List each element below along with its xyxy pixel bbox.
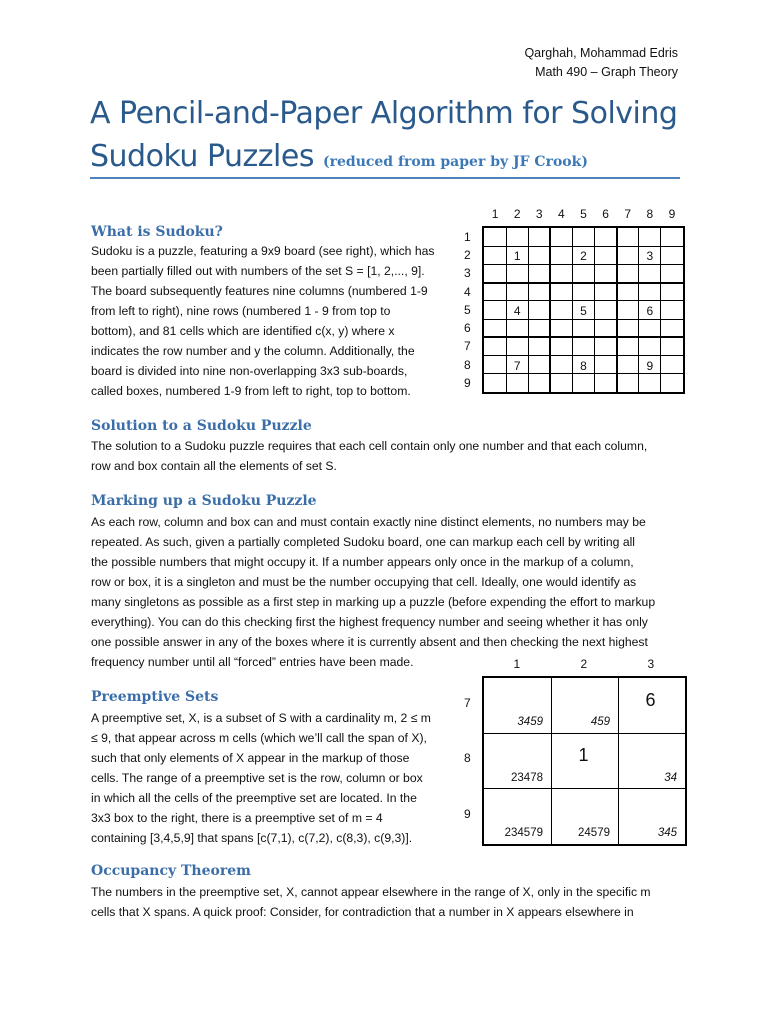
box-cell [618,789,685,844]
text-line: from left to right), nine rows (numbered 1 - 9 from top to [91,304,391,318]
text-line: such that only elements of X appear in the markup of those [91,751,410,765]
text-line: row or box, it is a singleton and must be the number occupying that cell. Ideally, one would identify as [91,575,637,589]
grid-col-number: 9 [668,207,676,221]
text-line: in which all the cells of the preemptive set are located. In the [91,791,417,805]
paragraph-solution [91,436,691,476]
grid-row-number: 2 [464,248,471,263]
text-line: cells that X spans. A quick proof: Consider, for contradiction that a number in X appears elsewhere in [91,905,634,919]
grid-col-number: 4 [558,207,565,221]
grid-row-number: 9 [464,375,471,390]
cell-candidates: 24579 [578,826,610,839]
box-col-number: 3 [647,657,655,671]
grid-given: 1 [513,249,521,264]
text-line: The board subsequently features nine columns (numbered 1-9 [91,284,428,298]
box-row-number: 7 [464,696,471,710]
grid-row-number: 6 [464,321,471,336]
grid-given: 9 [646,358,654,373]
text-line: repeated. As such, given a partially completed Sudoku board, one can markup each cell by writing all [91,535,636,549]
text-line: everything). You can do this checking first the highest frequency number and seeing whether it has only [91,615,648,629]
grid-line-horizontal [484,355,683,356]
box-cell [551,733,618,788]
box-cell [618,678,685,733]
heading-marking-up: Marking up a Sudoku Puzzle [91,493,317,509]
box-cell [551,789,618,844]
cell-value: 1 [578,745,589,766]
page-title [90,92,690,184]
cell-candidates: 23478 [511,771,543,784]
grid-row-number: 4 [464,284,471,299]
cell-candidates: 459 [590,716,610,729]
grid-row-number: 5 [464,302,471,317]
text-line: bottom), and 81 cells which are identified c(x, y) where x [91,324,395,338]
grid-row-number: 3 [464,266,471,281]
box-col-number: 1 [513,657,521,671]
grid-col-number: 2 [513,207,521,221]
cell-candidates: 3459 [517,716,543,729]
grid-col-number: 5 [580,207,587,221]
paragraph-occupancy-theorem [91,882,691,922]
cell-candidates: 345 [657,826,677,839]
grid-line-horizontal [484,300,683,301]
box-row-number: 9 [464,806,471,821]
grid-given: 7 [513,358,521,373]
grid-given: 5 [580,303,587,318]
grid-col-number: 8 [646,207,654,221]
heading-preemptive-sets: Preemptive Sets [91,689,219,705]
box-cell [484,733,551,788]
heading-occupancy-theorem: Occupancy Theorem [91,863,251,879]
grid-row-number: 7 [464,339,471,354]
grid-col-number: 6 [602,207,609,221]
text-line: called boxes, numbered 1-9 from left to right, top to bottom. [91,384,411,398]
grid-line-vertical [616,228,618,392]
text-line: The solution to a Sudoku puzzle requires that each cell contain only one number and that each column, [91,439,648,453]
grid-given: 4 [513,303,521,318]
text-line: cells. The range of a preemptive set is the row, column or box [91,771,423,785]
text-line: been partially filled out with numbers of the set S = [1, 2,..., 9]. [91,264,425,278]
paragraph-what-is-sudoku [91,241,451,401]
grid-given: 6 [646,303,654,318]
text-line: board is divided into nine non-overlapping 3x3 sub-boards, [91,364,408,378]
text-line: the possible numbers that might occupy it. If a number appears only once in the markup of a column, [91,555,634,569]
grid-line-horizontal [484,336,683,338]
title-main: A Pencil-and-Paper Algorithm for Solving Sudoku Puzzles [90,96,678,174]
author-block [524,44,678,82]
text-line: As each row, column and box can and must contain exactly nine distinct elements, no numbers may be [91,515,646,529]
text-line: Sudoku is a puzzle, featuring a 9x9 board (see right), which has [91,244,435,258]
paragraph-marking-up [91,512,691,672]
text-line: 3x3 box to the right, there is a preemptive set of m = 4 [91,811,383,825]
grid-col-number: 3 [535,207,543,221]
grid-given: 2 [580,249,587,264]
text-line: frequency number until all “forced” entries have been made. [91,655,414,669]
grid-given: 3 [646,249,654,264]
heading-solution: Solution to a Sudoku Puzzle [91,418,312,434]
grid-row-number: 1 [464,230,471,244]
text-line: indicates the row number and y the column. Additionally, the [91,344,415,358]
text-line: many singletons as possible as a first step in marking up a puzzle (before expending the effort to markup [91,595,656,609]
cell-candidates: 234579 [504,826,543,839]
grid-col-number: 1 [491,207,499,221]
markup-box [482,676,687,846]
grid-line-vertical [549,228,551,392]
cell-value: 6 [645,690,656,710]
text-line: containing [3,4,5,9] that spans [c(7,1), c(7,2), c(8,3), c(9,3)]. [91,831,413,845]
grid-row-number: 8 [464,357,471,372]
grid-line-horizontal [484,282,683,284]
text-line: The numbers in the preemptive set, X, cannot appear elsewhere in the range of X, only in the specific m [91,885,651,899]
text-line: A preemptive set, X, is a subset of S with a cardinality m, 2 ≤ m [91,711,431,725]
box-row-number: 8 [464,751,471,766]
paragraph-preemptive-sets [91,708,451,848]
course-name: Math 490 – Graph Theory [535,65,678,79]
box-col-number: 2 [580,657,588,671]
title-rule [90,177,680,179]
author-name: Qarghah, Mohammad Edris [524,46,678,60]
heading-what-is-sudoku: What is Sudoku? [91,224,223,240]
sudoku-board [482,226,685,394]
text-line: one possible answer in any of the boxes where it is currently absent and then checking the next highest [91,635,648,649]
text-line: ≤ 9, that appear across m cells (which we’ll call the span of X), [91,731,427,745]
text-line: row and box contain all the elements of set S. [91,459,337,473]
cell-candidates: 34 [664,771,677,784]
title-subtitle: (reduced from paper by JF Crook) [323,154,588,170]
box-cell [551,678,618,733]
box-cell [484,789,551,844]
grid-line-horizontal [484,246,683,247]
box-cell [618,733,685,788]
grid-given: 8 [580,358,587,373]
box-cell [484,678,551,733]
grid-col-number: 7 [624,207,632,221]
